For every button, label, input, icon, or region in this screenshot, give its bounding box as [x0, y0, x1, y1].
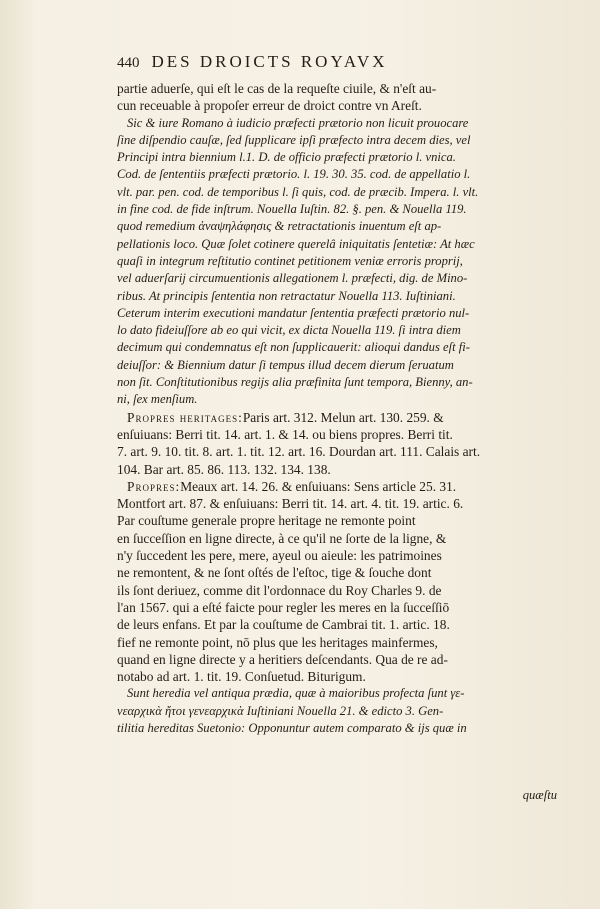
text-line: vel aduerſarij circumuentionis allegationem l. præfecti, dig. de Mino-	[117, 271, 468, 286]
text-line: Montfort art. 87. & enſuiuans: Berri tit. 14. art. 4. tit. 19. artic. 6.	[117, 496, 464, 512]
text-line: cun receuable à propoſer erreur de droict contre vn Areſt.	[117, 98, 422, 114]
text-line: 7. art. 9. 10. tit. 8. art. 1. tit. 12. art. 16. Dourdan art. 111. Calais art.	[117, 444, 481, 460]
text-line: n'y ſuccedent les pere, mere, ayeul ou aieule: les patrimoines	[117, 548, 442, 564]
text-line: deiuſſor: & Biennium datur ſi tempus illud decem dierum ſeruatum	[117, 357, 454, 372]
text-line: ſine diſpendio cauſæ, ſed ſupplicare ipſi præfecto intra decem dies, vel	[117, 132, 471, 147]
paragraph-french-intro	[117, 80, 557, 115]
text-line: l'an 1567. qui a eſté faicte pour regler les meres en la ſucceſſiō	[117, 599, 450, 615]
text-line: Cod. de ſententiis præfecti prætorio. l. 19. 30. 35. cod. de appellatio l.	[117, 167, 471, 182]
paragraph-latin-gloss	[117, 115, 557, 409]
running-title: DES DROICTS ROYAVX	[151, 52, 388, 71]
text-line-rest: Meaux art. 14. 26. & enſuiuans: Sens article 25. 31.	[180, 478, 457, 494]
text-line: Sic & iure Romano à iudicio præfecti prætorio non licuit prouocare	[127, 115, 469, 130]
text-line: ne remontent, & ne ſont oſtés de l'eſtoc, tige & ſouche dont	[117, 565, 432, 581]
text-line: decimum qui condemnatus eſt non ſupplicauerit: alioqui dandus eſt fi-	[117, 340, 470, 355]
text-line	[117, 478, 557, 495]
text-line: Principi intra biennium l.1. D. de officio præfecti prætorio l. vnica.	[117, 150, 456, 165]
text-line: Ceterum interim executioni mandatur ſententia præfecti prætorio nul-	[117, 305, 470, 320]
text-line: lo dato fideiuſſore ab eo qui vicit, ex dicta Nouella 119. ſi intra diem	[117, 323, 461, 338]
text-line: ils ſont deriuez, comme dit l'ordonnace du Roy Charles 9. de	[117, 582, 442, 598]
text-line-rest: Paris art. 312. Melun art. 130. 259. &	[242, 409, 444, 425]
paragraph-propres-heritages	[117, 409, 557, 478]
text-line: fief ne remonte point, nō plus que les heritages mainfermes,	[117, 634, 438, 650]
text-line: quod remedium ἀναψηλάφησις & retractationis inuentum eſt ap-	[117, 219, 442, 234]
text-line: tilitia hereditas Suetonio: Opponuntur autem comparato & ijs quæ in	[117, 720, 467, 735]
text-block	[117, 52, 557, 737]
text-line: pellationis loco. Quæ ſolet cotinere querelâ iniquitatis ſentetiæ: At hæc	[117, 236, 475, 251]
text-line: en ſucceſſion en ligne directe, à ce qu'il ne ſorte de la ligne, &	[117, 530, 447, 546]
running-head	[117, 52, 557, 74]
text-line: 104. Bar art. 85. 86. 113. 132. 134. 138.	[117, 461, 331, 477]
text-line: vlt. par. pen. cod. de temporibus l. ſi quis, cod. de præcib. Impera. l. vlt.	[117, 184, 479, 199]
text-line: enſuiuans: Berri tit. 14. art. 1. & 14. ou biens propres. Berri tit.	[117, 426, 453, 442]
text-line: non ſit. Conſtitutionibus regijs alia præfinita ſunt tempora, Bienny, an-	[117, 375, 473, 390]
text-line: partie aduerſe, qui eſt le cas de la requeſte ciuile, & n'eſt au-	[117, 81, 437, 96]
catchword: quæſtu	[522, 788, 557, 802]
text-line: ni, ſex menſium.	[117, 392, 198, 407]
text-line: Par couſtume generale propre heritage ne remonte point	[117, 513, 416, 529]
paragraph-propres	[117, 478, 557, 686]
text-line: in fine cod. de fide inſtrum. Nouella Iuſtin. 82. §. pen. & Nouella 119.	[117, 202, 467, 217]
text-line	[117, 409, 557, 426]
text-line: de leurs enfans. Et par la couſtume de Cambrai tit. 1. artic. 18.	[117, 617, 450, 633]
section-label: Propres:	[127, 478, 181, 494]
text-line: Sunt heredia vel antiqua prædia, quæ à maioribus profecta ſunt γε-	[127, 686, 465, 701]
text-line: quand en ligne directe y a heritiers deſcendants. Qua de re ad-	[117, 651, 448, 667]
text-line: νεαρχικὰ ἤτοι γενεαρχικὰ Iuſtiniani Nouella 21. & edicto 3. Gen-	[117, 703, 444, 718]
paragraph-latin-heredia	[117, 685, 557, 737]
text-line: notabo ad art. 1. tit. 19. Conſuetud. Biturigum.	[117, 669, 366, 685]
page-number: 440	[117, 55, 140, 71]
text-line: ribus. At principis ſententia non retractatur Nouella 113. Iuſtiniani.	[117, 288, 456, 303]
section-label: Propres heritages:	[127, 409, 243, 425]
text-line: quaſi in integrum reſtitutio continet petitionem veniæ erroris proprij,	[117, 253, 463, 268]
